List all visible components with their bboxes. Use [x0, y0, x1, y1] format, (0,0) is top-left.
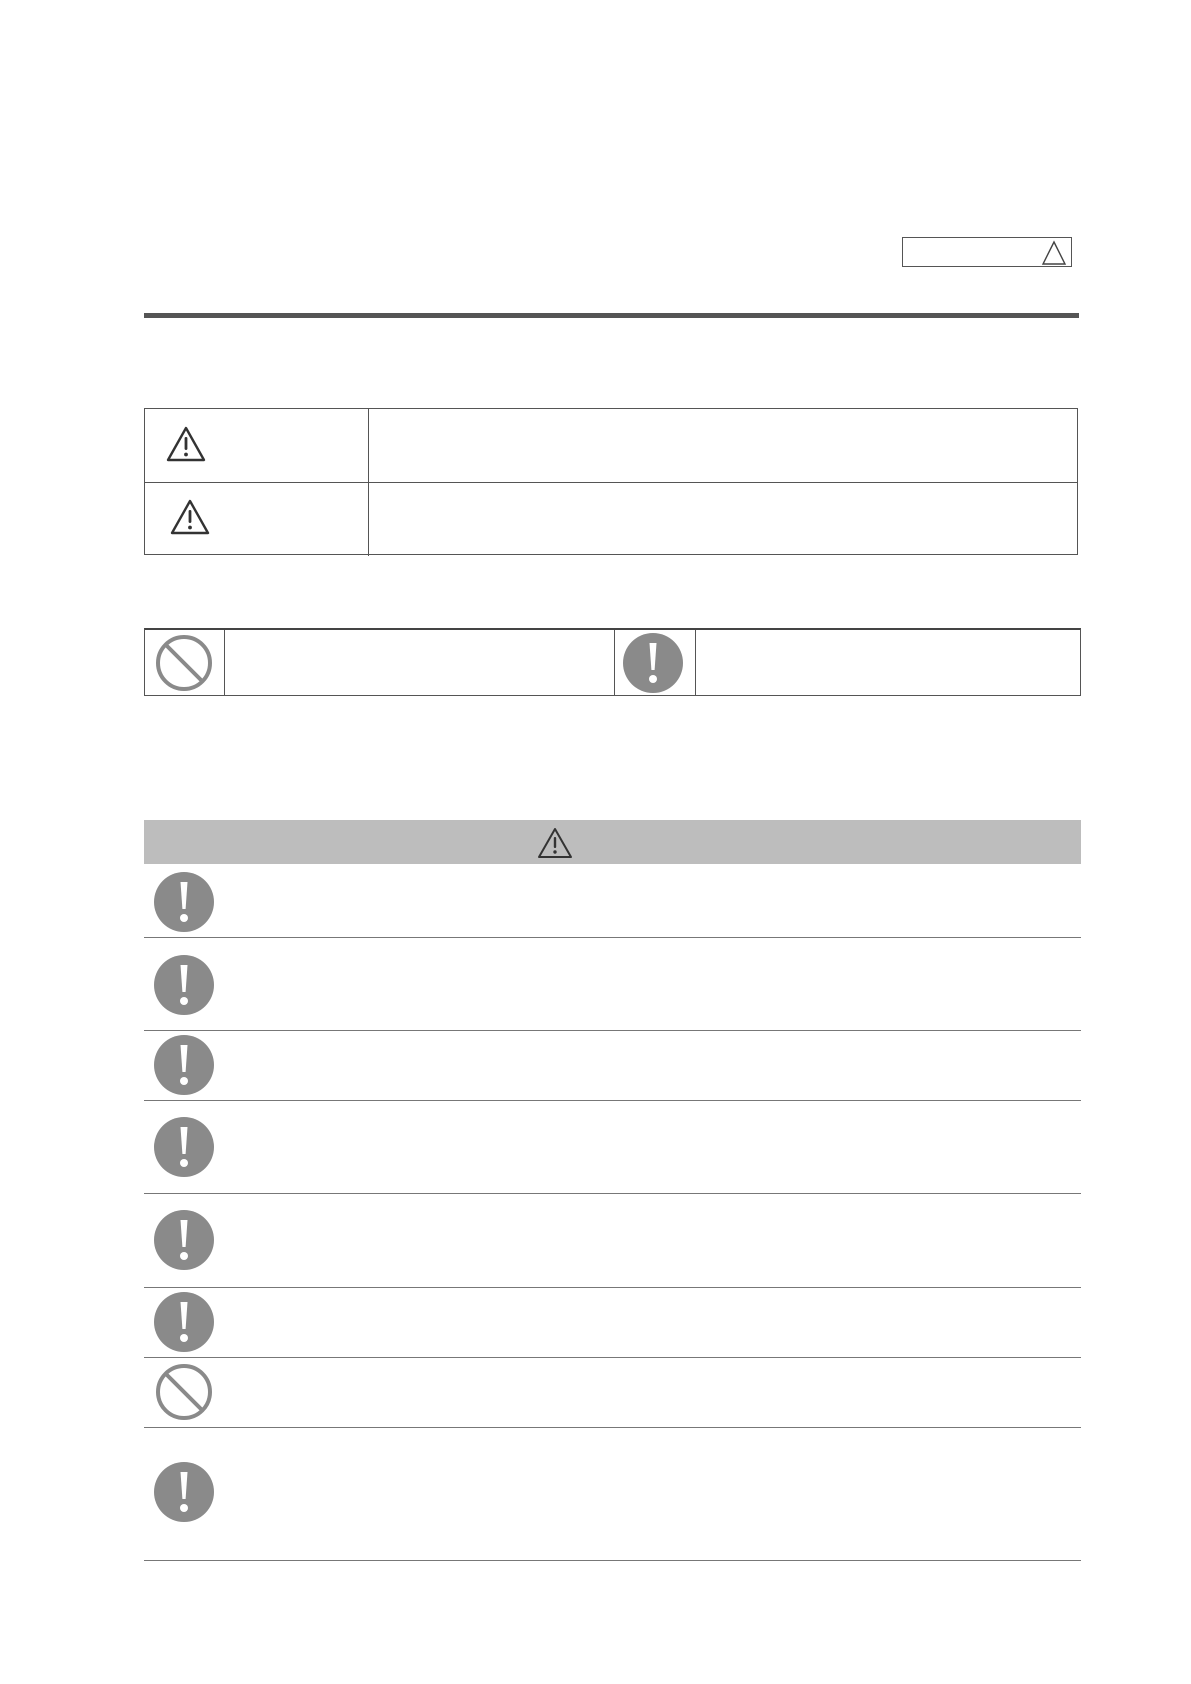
mandatory-action-icon: [154, 1035, 214, 1095]
mandatory-action-icon: [154, 1210, 214, 1270]
mandatory-action-icon: [623, 633, 683, 693]
hazard-row-warning: [145, 409, 1077, 482]
hazard-level-table: [144, 408, 1078, 555]
symbol-label-prohibited: [241, 630, 601, 695]
mandatory-action-icon: [154, 1462, 214, 1522]
row-divider: [144, 1100, 1081, 1101]
hazard-description: [385, 483, 1067, 556]
hazard-description: [385, 409, 1067, 482]
mandatory-action-icon: [154, 1117, 214, 1177]
warning-triangle-icon: [169, 498, 211, 536]
mandatory-action-icon: [154, 1292, 214, 1352]
symbol-label-mandatory: [711, 630, 1071, 695]
hazard-row-caution: [145, 482, 1077, 556]
prohibition-icon: [154, 633, 214, 693]
row-divider: [144, 1427, 1081, 1428]
row-divider: [144, 1287, 1081, 1288]
warning-triangle-icon: [165, 425, 207, 463]
section-tab-box: [902, 237, 1072, 267]
caution-header: [144, 820, 1081, 864]
triangle-outline-icon: [1041, 240, 1067, 266]
row-divider: [144, 1193, 1081, 1194]
warning-triangle-icon: [537, 827, 573, 859]
mandatory-action-icon: [154, 955, 214, 1015]
mandatory-action-icon: [154, 872, 214, 932]
prohibition-icon: [154, 1362, 214, 1422]
symbol-legend-table: [144, 628, 1081, 696]
section-divider: [144, 313, 1079, 318]
row-divider: [144, 937, 1081, 938]
row-divider: [144, 1357, 1081, 1358]
row-divider: [144, 1030, 1081, 1031]
row-divider: [144, 1560, 1081, 1561]
